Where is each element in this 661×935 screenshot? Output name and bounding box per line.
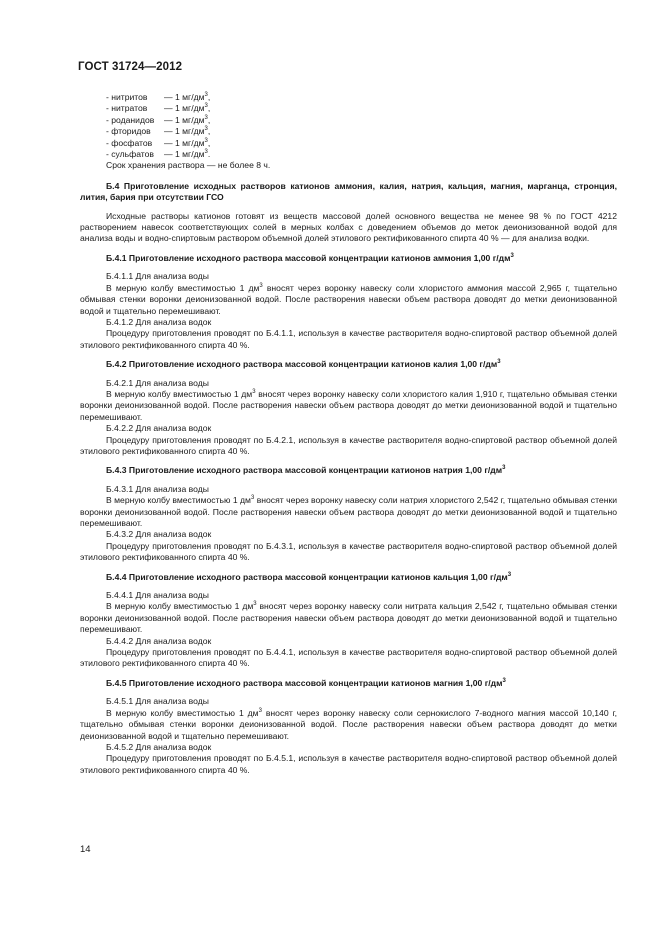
list-item: - сульфатов — 1 $мг/дм^3$. xyxy=(106,149,211,160)
list-item: - фосфатов — 1 $мг/дм^3$, xyxy=(106,137,211,148)
subsection-text: Процедуру приготовления проводят по Б.4.3.1, используя в качестве растворителя водно-спиртовой раствор объемной долей этилового ректификованного спирта 40 %. xyxy=(80,540,617,563)
subsection-label: Б.4.3.2 Для анализа водок xyxy=(106,529,212,540)
section-heading: Б.4.4 Приготовление исходного раствора массовой концентрации катионов кальция 1,00 $г/дм^3$ xyxy=(106,571,512,582)
subsection-label: Б.4.4.1 Для анализа воды xyxy=(106,590,209,601)
list-item: - роданидов — 1 $мг/дм^3$, xyxy=(106,114,211,125)
document-header: ГОСТ 31724—2012 xyxy=(78,61,183,73)
subsection-label: Б.4.1.1 Для анализа воды xyxy=(106,271,209,282)
subsection-text: В мерную колбу вместимостью 1 $дм^3$ вносят через воронку навеску соли натрия хлористого 2,542 г, тщательно обмывая стенки воронки деионизованной водой. После растворения навески объем раствора доводят до метки деионизованной водой и тщательно перемешивают. xyxy=(80,495,618,528)
subsection-text: Процедуру приготовления проводят по Б.4.4.1, используя в качестве растворителя водно-спиртовой раствор объемной долей этилового ректификованного спирта 40 %. xyxy=(80,647,617,669)
section-heading: Б.4.3 Приготовление исходного раствора массовой концентрации катионов натрия 1,00 $г/дм^3$ xyxy=(106,465,506,476)
subsection-text: Процедуру приготовления проводят по Б.4.2.1, используя в качестве растворителя водно-спиртовой раствор объемной долей этилового ректификованного спирта 40 %. xyxy=(80,434,617,456)
section-heading: Б.4 Приготовление исходных растворов катионов аммония, калия, натрия, кальция, магния, марганца, стронция, лития, бария при отсутствии ГСО xyxy=(80,180,617,203)
section-heading: Б.4.5 Приготовление исходного раствора массовой концентрации катионов магния 1,00 $г/дм^3$ xyxy=(106,677,506,688)
subsection-text: Процедуру приготовления проводят по Б.4.1.1, используя в качестве растворителя водно-спиртовой раствор объемной долей этилового ректификованного спирта 40 %. xyxy=(80,328,617,350)
list-item: - нитритов — 1 $мг/дм^3$, xyxy=(106,92,211,102)
list-item: - нитратов — 1 $мг/дм^3$, xyxy=(106,103,211,114)
subsection-label: Б.4.5.2 Для анализа водок xyxy=(106,741,212,752)
storage-note: Срок хранения раствора — не более 8 ч. xyxy=(106,160,271,171)
section-heading: Б.4.1 Приготовление исходного раствора массовой концентрации катионов аммония 1,00 $г/дм^3$ xyxy=(106,252,514,263)
page-number: 14 xyxy=(80,844,91,855)
subsection-label: Б.4.1.2 Для анализа водок xyxy=(106,316,212,327)
subsection-text: В мерную колбу вместимостью 1 $дм^3$ вносят через воронку навеску соли хлористого калия 1,910 г, тщательно обмывая стенки воронки деионизованной водой. После растворения навески объем раствора доводят до метки деионизованной водой и тщательно перемешивают. xyxy=(80,388,617,422)
subsection-text: В мерную колбу вместимостью 1 $дм^3$ вносят через воронку навеску соли сернокислого 7-водного магния массой 10,140 г, тщательно обмывая стенки воронки деионизованной водой. После растворения навески объем раствора доводят до метки деионизованной водой и тщательно перемешивают. xyxy=(80,707,617,741)
subsection-label: Б.4.2.1 Для анализа воды xyxy=(106,377,209,388)
subsection-label: Б.4.2.2 Для анализа водок xyxy=(106,423,212,434)
subsection-label: Б.4.4.2 Для анализа водок xyxy=(106,635,212,646)
section-heading: Б.4.2 Приготовление исходного раствора массовой концентрации катионов калия 1,00 $г/дм^3$ xyxy=(106,359,501,370)
subsection-text: Процедуру приготовления проводят по Б.4.5.1, используя в качестве растворителя водно-спиртовой раствор объемной долей этилового ректификованного спирта 40 %. xyxy=(80,753,617,775)
subsection-text: В мерную колбу вместимостью 1 $дм^3$ вносят через воронку навеску соли нитрата кальция 2,542 г, тщательно обмывая стенки воронки деионизованной водой. После растворения навески объем раствора доводят до метки деионизованной водой и тщательно перемешивают. xyxy=(80,601,618,635)
section-text: Исходные растворы катионов готовят из веществ массовой долей основного вещества не менее 98 % по ГОСТ 4212 растворением навесок соответствующих солей в мерных колбах с доведением объемов до меток деионизованной водой для анализа воды и водно-спиртовым раствором объемной долей этилового ректификованного спирта 40 % — для анализа водки. xyxy=(80,210,617,244)
subsection-text: В мерную колбу вместимостью 1 $дм^3$ вносят через воронку навеску соли хлористого аммония массой 2,965 г, тщательно обмывая стенки воронки деионизованной водой. После растворения навески объем раствора доводят до метки деионизованной водой и тщательно перемешивают. xyxy=(80,282,617,316)
list-item: - фторидов — 1 $мг/дм^3$, xyxy=(106,126,211,137)
subsection-label: Б.4.3.1 Для анализа воды xyxy=(106,483,209,494)
page-body xyxy=(80,92,617,776)
subsection-label: Б.4.5.1 Для анализа воды xyxy=(106,696,209,707)
